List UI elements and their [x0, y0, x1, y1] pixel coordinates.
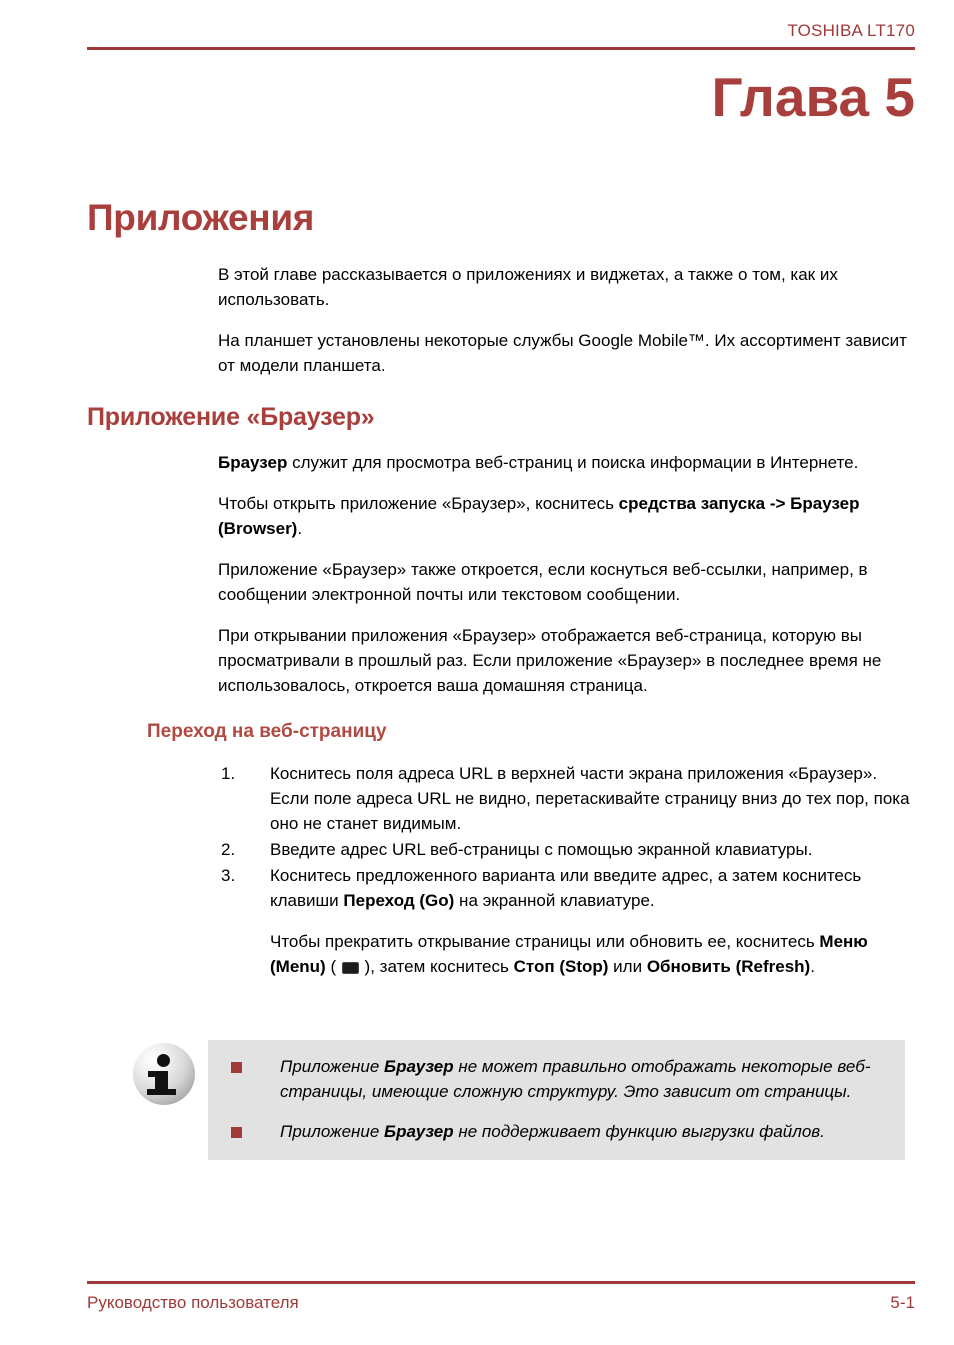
list-item — [218, 761, 915, 836]
header-divider — [87, 47, 915, 50]
footer-row — [87, 1293, 915, 1313]
page-number: 5-1 — [890, 1293, 915, 1312]
page-header — [87, 20, 915, 50]
header-product-title: TOSHIBA LT170 — [787, 21, 915, 40]
footer-divider — [87, 1281, 915, 1284]
note-text-bold: Браузер — [384, 1057, 454, 1076]
steps-list — [218, 761, 915, 913]
browser-paragraph-2-post: . — [297, 519, 303, 538]
menu-button-icon — [342, 962, 359, 974]
step-followup-post: . — [810, 957, 815, 976]
intro-paragraph-2: На планшет установлены некоторые службы Google Mobile™. Их ассортимент зависит от модели планшета. — [218, 331, 907, 375]
browser-paragraph-4: При открывании приложения «Браузер» отображается веб-страница, которую вы просматривали в прошлый раз. Если приложение «Браузер» в последнее время не использовалось, откроется ваша домашняя страница. — [218, 626, 882, 695]
step-followup-paren-open: ( — [325, 957, 341, 976]
subsection-heading-goto-page: Переход на веб-страницу — [147, 721, 387, 742]
note-box — [208, 1040, 905, 1160]
list-item — [226, 1119, 887, 1144]
step-number: 1. — [221, 764, 236, 783]
note-text-bold: Браузер — [384, 1122, 454, 1141]
browser-paragraph-2-bold: средства запуска -> Браузер (Browser) — [218, 494, 860, 538]
step-followup-bold-refresh: Обновить (Refresh) — [646, 957, 811, 976]
step-followup-paren-close: ), затем коснитесь — [359, 957, 514, 976]
list-item — [218, 863, 915, 913]
browser-paragraph-1-rest: служит для просмотра веб-страниц и поиска информации в Интернете. — [287, 453, 859, 472]
browser-paragraph-3: Приложение «Браузер» также откроется, если коснуться веб-ссылки, например, в сообщении электронной почты или текстовом сообщении. — [218, 560, 868, 604]
browser-paragraph-2 — [218, 491, 915, 541]
browser-paragraph-2-pre: Чтобы открыть приложение «Браузер», коснитесь — [218, 494, 619, 513]
info-icon-stem — [155, 1071, 168, 1095]
step-text-pre: Коснитесь предложенного варианта или введите адрес, а затем коснитесь клавиши — [270, 866, 862, 910]
list-item — [226, 1054, 887, 1104]
note-text-pre: Приложение — [280, 1057, 385, 1076]
square-bullet-icon — [231, 1127, 242, 1138]
step-text-bold: Переход (Go) — [343, 891, 455, 910]
footer-document-label: Руководство пользователя — [87, 1293, 299, 1312]
note-text-post: не поддерживает функцию выгрузки файлов. — [453, 1122, 825, 1141]
info-icon-dot — [157, 1054, 170, 1067]
step-followup-bold-menu: Меню (Menu) — [270, 932, 868, 976]
step-text: Коснитесь поля адреса URL в верхней части экрана приложения «Браузер». Если поле адреса URL не видно, перетаскивайте страницу вниз до тех пор, пока оно не станет видимым. — [270, 764, 910, 833]
note-text-post: не может правильно отображать некоторые веб-страницы, имеющие сложную структуру. Это зависит от страницы. — [280, 1057, 871, 1101]
note-text-pre: Приложение — [280, 1122, 385, 1141]
square-bullet-icon — [231, 1062, 242, 1073]
step-text: Введите адрес URL веб-страницы с помощью экранной клавиатуры. — [270, 840, 813, 859]
steps-block — [218, 761, 915, 979]
browser-paragraph-1-bold: Браузер — [218, 453, 288, 472]
subsection-heading-wrap — [147, 720, 915, 744]
browser-paragraph-1 — [218, 450, 915, 475]
intro-paragraph-1: В этой главе рассказывается о приложениях и виджетах, а также о том, как их использовать. — [218, 265, 838, 309]
step-followup-mid2: или — [608, 957, 647, 976]
list-item — [218, 837, 915, 862]
step-followup-pre: Чтобы прекратить открывание страницы или обновить ее, коснитесь — [270, 932, 820, 951]
section-heading-browser: Приложение «Браузер» — [87, 403, 375, 431]
info-icon — [133, 1043, 195, 1105]
step-number: 3. — [221, 866, 236, 885]
main-content — [87, 196, 915, 979]
page-footer — [87, 1281, 915, 1313]
section-body-browser — [218, 450, 915, 698]
step-text-post: на экранной клавиатуре. — [454, 891, 655, 910]
step-followup-note — [270, 929, 915, 979]
page-title: Приложения — [87, 197, 315, 238]
step-number: 2. — [221, 840, 236, 859]
intro-block — [218, 262, 915, 378]
note-bullet-list — [226, 1054, 887, 1144]
step-followup-bold-stop: Стоп (Stop) — [513, 957, 609, 976]
chapter-title: Глава 5 — [711, 66, 915, 128]
info-icon-circle — [133, 1043, 195, 1105]
